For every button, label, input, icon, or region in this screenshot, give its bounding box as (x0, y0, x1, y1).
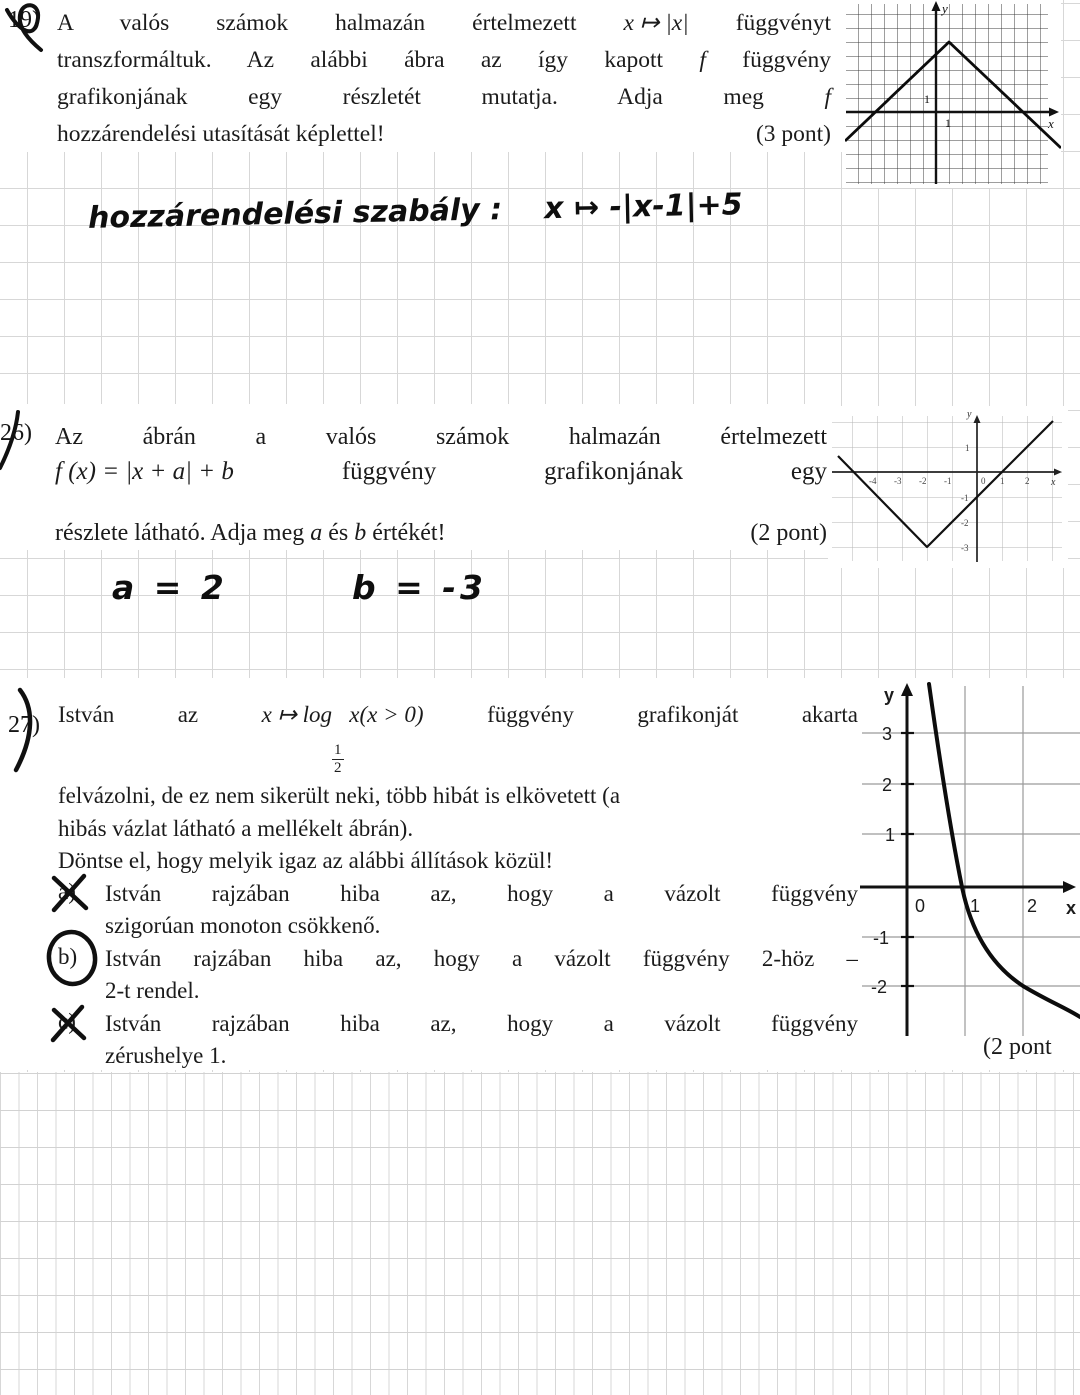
option-b-line-1: István rajzában hiba az, hogy a vázolt függvény 2-höz – (105, 945, 858, 971)
graph-26-xtick--4: -4 (869, 476, 877, 486)
option-c-text (105, 1008, 858, 1073)
problem-19-block (0, 0, 845, 152)
p26-l2-w2: grafikonjának (544, 458, 683, 485)
option-c-letter (58, 1008, 105, 1035)
p26-formula: f (x) = |x + a| + b (55, 458, 234, 485)
graph-27-xtick-2: 2 (1027, 896, 1038, 916)
graph-19-x-label: x (1048, 116, 1054, 131)
p26-l3-a: a (310, 520, 323, 546)
problem-27-line-1 (58, 702, 858, 780)
graph-27-ytick--2: -2 (871, 977, 888, 997)
p27-arg: x(x > 0) (349, 702, 424, 727)
answer19-formula: x ↦ -|x-1|+5 (543, 187, 743, 227)
graph-26-ytick-1: 1 (965, 443, 970, 453)
problem-27-line-4: Döntse el, hogy melyik igaz az alábbi állítások közül! (58, 848, 553, 873)
problem-19-line-2 (57, 42, 831, 79)
option-b (58, 943, 858, 1008)
p19-l2-f: f (699, 47, 706, 73)
problem-26-line-1: Az ábrán a valós számok halmazán értelmezett (55, 424, 827, 450)
problem-27-points: (2 pont (983, 1034, 1052, 1060)
p26-l2-w1: függvény (341, 458, 437, 485)
problem-19-text (57, 5, 831, 153)
problem-19-line-1 (57, 5, 831, 42)
p19-l3-pre: grafikonjának egy részletét mutatja. Adja meg (57, 84, 764, 110)
p27-l1-post: függvény grafikonját akarta (487, 702, 859, 727)
problem-27-line-2: felvázolni, de ez nem sikerült neki, több hibát is elkövetett (a (58, 783, 621, 808)
option-a-line-1: István rajzában hiba az, hogy a vázolt függvény (105, 880, 858, 906)
problem-26-block (0, 404, 833, 550)
p19-l3-f: f (824, 84, 831, 110)
option-b-letter (58, 943, 105, 970)
p27-l1-pre: István az (58, 702, 199, 727)
option-a-line-2: szigorúan monoton csökkenő. (105, 913, 381, 938)
grid-paper-bottom-band (0, 1072, 1080, 1395)
graph-26-v-function (828, 406, 1068, 568)
problem-19-line-3 (57, 79, 831, 116)
p19-points: (3 pont) (755, 121, 831, 147)
option-b-text (105, 943, 858, 1008)
option-a-letter (58, 878, 105, 905)
graph-26-xtick-1: 1 (1000, 476, 1005, 486)
graph-19-tent-function (845, 0, 1061, 188)
problem-19-number: 19) (8, 7, 40, 33)
graph-26-xtick--2: -2 (919, 476, 927, 486)
graph-27-log-sketch (858, 678, 1080, 1042)
answer19-label: hozzárendelési szabály : (87, 192, 503, 236)
graph-27-xtick-0: 0 (915, 896, 926, 916)
option-b-letter-text: b) (58, 943, 78, 969)
p26-points: (2 pont) (750, 520, 827, 546)
problem-27-block (0, 678, 1080, 1070)
p26-l2-w3: egy (790, 458, 827, 485)
graph-27-ytick-1: 1 (885, 825, 896, 845)
graph-19-tick-x1: 1 (945, 116, 951, 130)
p19-l1-formula: x ↦ |x| (623, 10, 689, 36)
p19-l4-text: hozzárendelési utasítását képlettel! (57, 121, 385, 147)
problem-26-text (55, 416, 827, 554)
graph-27-x-label: x (1066, 898, 1077, 918)
graph-26-xtick--1: -1 (944, 476, 952, 486)
p27-l1-formula (262, 702, 424, 778)
graph-26-ytick--3: -3 (961, 543, 969, 553)
option-c-line-1: István rajzában hiba az, hogy a vázolt függvény (105, 1010, 858, 1036)
p27-log-base-fraction (332, 742, 344, 778)
p19-l2-pre: transzformáltuk. Az alábbi ábra az így kapott (57, 47, 664, 73)
p19-l1-post: függvényt (735, 10, 831, 36)
problem-27-number: 27) (8, 712, 40, 738)
graph-26-xtick-0: 0 (981, 476, 986, 486)
p27-frac-num: 1 (332, 742, 344, 760)
option-b-line-2: 2-t rendel. (105, 978, 200, 1003)
graph-26-x-label: x (1051, 477, 1056, 488)
problem-19-line-4 (57, 116, 831, 153)
problem-26-number: 26) (0, 420, 32, 446)
p26-l3-text (55, 512, 446, 554)
graph-19-tick-y1: 1 (924, 92, 930, 106)
graph-27-ytick-2: 2 (882, 775, 893, 795)
p27-frac-den: 2 (334, 760, 342, 777)
graph-26-ytick--2: -2 (961, 518, 969, 528)
problem-26-line-3 (55, 512, 827, 554)
graph-26-xtick--3: -3 (894, 476, 902, 486)
p19-l1-pre: A valós számok halmazán értelmezett (57, 10, 577, 36)
graph-26-grid (832, 416, 1062, 561)
option-a (58, 878, 858, 943)
option-a-letter-text: a) (58, 878, 76, 904)
graph-27-xtick-1: 1 (970, 896, 981, 916)
problem-27-text (58, 702, 858, 1073)
graph-27-ytick-3: 3 (882, 724, 893, 744)
graph-27-ytick--1: -1 (873, 928, 890, 948)
p26-l3-b: b (354, 520, 367, 546)
option-c-letter-text: c) (58, 1008, 76, 1034)
handwritten-answer-26-a: a = 2 (112, 568, 228, 607)
p27-log: x ↦ log (261, 702, 333, 727)
graph-26-xtick-2: 2 (1025, 476, 1030, 486)
graph-26-ytick--1: -1 (961, 493, 969, 503)
problem-27-line-3: hibás vázlat látható a mellékelt ábrán). (58, 815, 414, 841)
option-c-line-2: zérushelye 1. (105, 1043, 227, 1068)
graph-26-y-label: y (967, 409, 972, 420)
p26-l3-t2: és (322, 520, 355, 546)
option-a-text (105, 878, 858, 943)
graph-19-y-label: y (942, 1, 948, 16)
problem-26-line-2 (55, 458, 827, 512)
graph-19-grid (846, 4, 1048, 184)
p19-l2-post: függvény (742, 47, 832, 73)
option-c (58, 1008, 858, 1073)
graph-27-y-label: y (884, 685, 895, 705)
p26-l3-t3: értékét! (366, 520, 446, 546)
handwritten-answer-26-b: b = -3 (352, 568, 487, 607)
p26-l3-t1: részlete látható. Adja meg (55, 520, 311, 546)
